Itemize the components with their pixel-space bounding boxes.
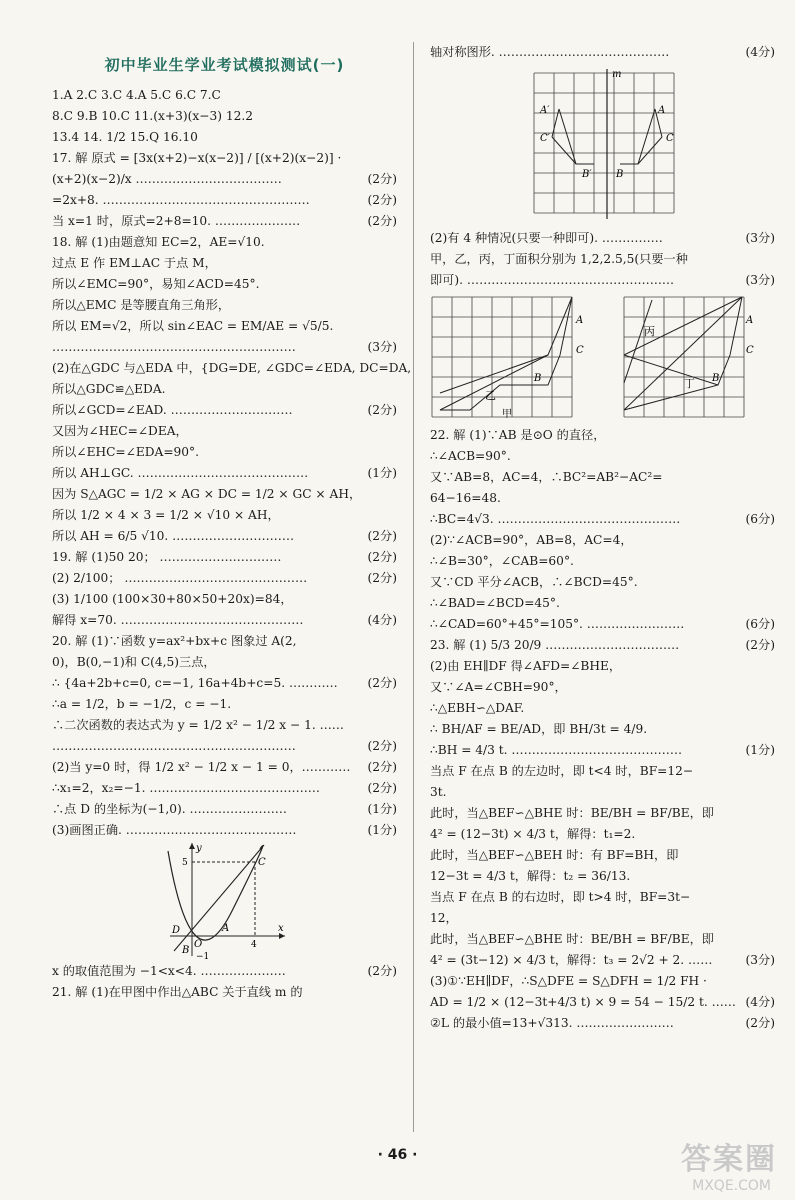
answer-line bbox=[52, 736, 397, 757]
score-points: (2分) bbox=[367, 676, 397, 690]
answer-line bbox=[52, 253, 397, 274]
answer-text: ∴ BH/AF = BE/AD，即 BH/3t = 4/9. bbox=[430, 722, 648, 736]
score-points: (1分) bbox=[367, 466, 397, 480]
answer-line bbox=[430, 488, 775, 509]
answer-line bbox=[430, 677, 775, 698]
answer-text: 所以∠GCD=∠EAD. ………………………… bbox=[52, 403, 293, 417]
answer-text: ∴点 D 的坐标为(−1,0). …………………… bbox=[52, 802, 287, 816]
fig-label-A-case2: A bbox=[746, 315, 754, 326]
fig-label-neg1: −1 bbox=[196, 952, 210, 961]
watermark-logo: 答案圈 bbox=[681, 1142, 777, 1177]
answer-line bbox=[52, 211, 397, 232]
answer-text: 21. 解 (1)在甲图中作出△ABC 关于直线 m 的 bbox=[52, 985, 303, 999]
parabola-figure bbox=[160, 841, 290, 961]
fig-label-C: C bbox=[258, 857, 266, 868]
answer-text: 此时，当△BEF∽△BHE 时：BE/BH = BF/BE，即 bbox=[430, 932, 714, 946]
answer-line bbox=[52, 85, 397, 106]
answer-text: 又∵∠A=∠CBH=90°， bbox=[430, 680, 567, 694]
answer-line bbox=[52, 982, 397, 1003]
fig-label-C-right: C bbox=[666, 133, 674, 144]
answer-line bbox=[52, 190, 397, 211]
answer-line bbox=[52, 442, 397, 463]
four-case-figures bbox=[430, 295, 775, 423]
answer-line bbox=[430, 530, 775, 551]
left-column bbox=[52, 42, 412, 1003]
score-points: (4分) bbox=[367, 613, 397, 627]
answer-text: (x+2)(x−2)/x ……………………………… bbox=[52, 172, 282, 186]
fig-label-C-prime: C′ bbox=[540, 133, 550, 144]
answer-line bbox=[52, 631, 397, 652]
fig-label-A-prime: A′ bbox=[540, 105, 550, 116]
case-grid-right bbox=[622, 295, 777, 420]
answer-text: ∴二次函数的表达式为 y = 1/2 x² − 1/2 x − 1. …… bbox=[52, 718, 344, 732]
answer-text: 23. 解 (1) 5/3 20/9 …………………………… bbox=[430, 638, 680, 652]
answer-line bbox=[430, 719, 775, 740]
answer-text: 过点 E 作 EM⊥AC 于点 M， bbox=[52, 256, 217, 270]
answer-line bbox=[52, 778, 397, 799]
score-points: (2分) bbox=[367, 550, 397, 564]
answer-text: (2)∵∠ACB=90°，AB=8，AC=4， bbox=[430, 533, 633, 547]
answer-line bbox=[430, 593, 775, 614]
answer-line bbox=[430, 249, 775, 270]
fig-label-B-case1: B bbox=[534, 373, 542, 384]
answer-line bbox=[52, 463, 397, 484]
answer-text: 12−3t = 4/3 t，解得：t₂ = 36/13. bbox=[430, 869, 631, 883]
answer-line bbox=[52, 505, 397, 526]
answer-line bbox=[52, 589, 397, 610]
answer-text: ∴a = 1/2，b = −1/2，c = −1. bbox=[52, 697, 232, 711]
answer-text: 当 x=1 时，原式=2+8=10. ………………… bbox=[52, 214, 301, 228]
answer-text: 17. 解 原式 = [3x(x+2)−x(x−2)] / [(x+2)(x−2)] · bbox=[52, 151, 342, 165]
page-number: · 46 · bbox=[377, 1147, 418, 1163]
fig-label-A-case1: A bbox=[576, 315, 584, 326]
answer-text: x 的取值范围为 −1<x<4. ………………… bbox=[52, 964, 286, 978]
answer-line bbox=[430, 824, 775, 845]
answer-line bbox=[430, 425, 775, 446]
answer-text: (2)在△GDC 与△EDA 中，{DG=DE, ∠GDC=∠EDA, DC=DA, bbox=[52, 361, 412, 375]
watermark-url: MXQE.COM bbox=[692, 1178, 771, 1194]
answer-text: 此时，当△BEF∽△BHE 时：BE/BH = BF/BE，即 bbox=[430, 806, 714, 820]
answer-line bbox=[52, 547, 397, 568]
page-title: 初中毕业生学业考试模拟测试(一) bbox=[104, 56, 345, 74]
answer-text: AD = 1/2 × (12−3t+4/3 t) × 9 = 54 − 15/2 t. …… bbox=[430, 995, 736, 1009]
answer-line bbox=[52, 694, 397, 715]
answer-line bbox=[52, 148, 397, 169]
score-points: (4分) bbox=[745, 45, 775, 59]
right-answer-lines-middle bbox=[430, 228, 775, 291]
fig-label-B-right: B bbox=[616, 169, 624, 180]
answer-line bbox=[52, 169, 397, 190]
answer-line bbox=[430, 929, 775, 950]
fig-label-ding: 丁 bbox=[684, 377, 695, 390]
answer-line bbox=[430, 509, 775, 530]
answer-line bbox=[52, 421, 397, 442]
answer-line bbox=[430, 572, 775, 593]
score-points: (2分) bbox=[367, 964, 397, 978]
fig-label-jia: 甲 bbox=[502, 409, 512, 420]
answer-text: ∴ {4a+2b+c=0, c=−1, 16a+4b+c=5. ………… bbox=[52, 676, 338, 690]
answer-text: 0)，B(0,−1)和 C(4,5)三点， bbox=[52, 655, 216, 669]
answer-text: (3) 1/100 (100×30+80×50+20x)=84， bbox=[52, 592, 293, 606]
answer-text: 甲，乙，丙，丁面积分别为 1,2,2.5,5(只要一种 bbox=[430, 252, 688, 266]
score-points: (2分) bbox=[367, 529, 397, 543]
fig-label-B-case2: B bbox=[712, 373, 720, 384]
answer-line bbox=[430, 782, 775, 803]
answer-text: ∴∠CAD=60°+45°=105°. …………………… bbox=[430, 617, 685, 631]
score-points: (6分) bbox=[745, 617, 775, 631]
answer-text: (3)①∵EH∥DF，∴S△DFE = S△DFH = 1/2 FH · bbox=[430, 974, 707, 988]
fig-label-m: m bbox=[612, 69, 622, 80]
score-points: (2分) bbox=[367, 172, 397, 186]
answer-text: ∴∠B=30°，∠CAB=60°. bbox=[430, 554, 574, 568]
answer-text: 所以 EM=√2，所以 sin∠EAC = EM/AE = √5/5. bbox=[52, 319, 334, 333]
answer-line bbox=[52, 526, 397, 547]
left-answer-lines-after-figure bbox=[52, 961, 397, 1003]
fig-label-C-case2: C bbox=[746, 345, 754, 356]
fig-label-A: A bbox=[222, 923, 230, 934]
symmetry-grid-figure bbox=[520, 67, 680, 222]
answer-text: 所以△EMC 是等腰直角三角形， bbox=[52, 298, 231, 312]
answer-text: ∴△EBH∽△DAF. bbox=[430, 701, 525, 715]
score-points: (3分) bbox=[745, 953, 775, 967]
answer-text: =2x+8. …………………………………………… bbox=[52, 193, 310, 207]
answer-line bbox=[430, 551, 775, 572]
answer-text: 19. 解 (1)50 20； ………………………… bbox=[52, 550, 282, 564]
fig-label-4: 4 bbox=[251, 940, 257, 950]
score-points: (3分) bbox=[745, 273, 775, 287]
score-points: (2分) bbox=[367, 781, 397, 795]
answer-text: ∴x₁=2，x₂=−1. …………………………………… bbox=[52, 781, 320, 795]
score-points: (2分) bbox=[367, 739, 397, 753]
fig-label-D: D bbox=[172, 925, 181, 936]
answer-text: 20. 解 (1)∵函数 y=ax²+bx+c 图象过 A(2, bbox=[52, 634, 297, 648]
answer-line bbox=[430, 803, 775, 824]
answer-text: 又∵CD 平分∠ACB，∴∠BCD=45°. bbox=[430, 575, 638, 589]
answer-text: 64−16=48. bbox=[430, 491, 501, 505]
answer-line bbox=[52, 295, 397, 316]
score-points: (2分) bbox=[367, 760, 397, 774]
answer-text: ②L 的最小值=13+√313. …………………… bbox=[430, 1016, 674, 1030]
answer-line bbox=[52, 379, 397, 400]
score-points: (1分) bbox=[367, 823, 397, 837]
answer-line bbox=[430, 698, 775, 719]
answer-text: 所以∠EMC=90°，易知∠ACD=45°. bbox=[52, 277, 260, 291]
answer-line bbox=[52, 652, 397, 673]
fig-label-x: x bbox=[278, 923, 284, 934]
answer-text: ∴BC=4√3. ……………………………………… bbox=[430, 512, 681, 526]
answer-text: 12， bbox=[430, 911, 458, 925]
score-points: (4分) bbox=[745, 995, 775, 1009]
score-points: (2分) bbox=[367, 214, 397, 228]
fig-label-bing: 丙 bbox=[644, 325, 655, 338]
answer-line bbox=[52, 316, 397, 337]
answer-text: …………………………………………………… bbox=[52, 739, 296, 753]
answer-line bbox=[52, 232, 397, 253]
answer-text: 所以 AH = 6/5 √10. ………………………… bbox=[52, 529, 295, 543]
score-points: (2分) bbox=[745, 1016, 775, 1030]
answer-text: 当点 F 在点 B 的右边时，即 t>4 时，BF=3t− bbox=[430, 890, 691, 904]
score-points: (6分) bbox=[745, 512, 775, 526]
right-column bbox=[430, 42, 775, 1034]
answer-line bbox=[430, 866, 775, 887]
fig-label-A-right: A bbox=[658, 105, 666, 116]
answer-text: 4² = (12−3t) × 4/3 t，解得：t₁=2. bbox=[430, 827, 636, 841]
score-points: (2分) bbox=[745, 638, 775, 652]
answer-line bbox=[430, 950, 775, 971]
right-answer-lines-bottom bbox=[430, 425, 775, 1034]
fig-label-B-prime: B′ bbox=[582, 169, 592, 180]
answer-text: 3t. bbox=[430, 785, 447, 799]
answer-line bbox=[430, 635, 775, 656]
answer-line bbox=[430, 740, 775, 761]
fig-label-y: y bbox=[196, 843, 202, 854]
answer-line bbox=[430, 992, 775, 1013]
right-answer-lines-top bbox=[430, 42, 775, 63]
answer-line bbox=[430, 971, 775, 992]
fig-label-B: B bbox=[182, 945, 190, 956]
answer-line bbox=[52, 337, 397, 358]
answer-line bbox=[430, 228, 775, 249]
fig-label-5: 5 bbox=[182, 858, 188, 868]
answer-line bbox=[52, 400, 397, 421]
answer-text: 所以△GDC≌△EDA. bbox=[52, 382, 166, 396]
score-points: (2分) bbox=[367, 193, 397, 207]
answer-text: 轴对称图形. …………………………………… bbox=[430, 45, 670, 59]
answer-line bbox=[52, 127, 397, 148]
answer-line bbox=[52, 274, 397, 295]
answer-text: 所以 1/2 × 4 × 3 = 1/2 × √10 × AH， bbox=[52, 508, 280, 522]
score-points: (3分) bbox=[367, 340, 397, 354]
answer-text: 又因为∠HEC=∠DEA， bbox=[52, 424, 188, 438]
answer-text: 8.C 9.B 10.C 11.(x+3)(x−3) 12.2 bbox=[52, 109, 253, 123]
answer-text: 即可). …………………………………………… bbox=[430, 273, 675, 287]
answer-text: 又∵AB=8，AC=4，∴BC²=AB²−AC²= bbox=[430, 470, 663, 484]
score-points: (1分) bbox=[367, 802, 397, 816]
answer-line bbox=[52, 610, 397, 631]
case-grid-left bbox=[430, 295, 590, 420]
answer-text: 所以∠EHC=∠EDA=90°. bbox=[52, 445, 200, 459]
score-points: (1分) bbox=[745, 743, 775, 757]
answer-line bbox=[52, 961, 397, 982]
answer-line bbox=[52, 757, 397, 778]
answer-text: 当点 F 在点 B 的左边时，即 t<4 时，BF=12− bbox=[430, 764, 694, 778]
answer-text: (2) 2/100； ……………………………………… bbox=[52, 571, 308, 585]
answer-line bbox=[430, 42, 775, 63]
answer-line bbox=[52, 358, 412, 379]
answer-text: 18. 解 (1)由题意知 EC=2，AE=√10. bbox=[52, 235, 265, 249]
answer-line bbox=[430, 614, 775, 635]
answer-text: 13.4 14. 1/2 15.Q 16.10 bbox=[52, 130, 198, 144]
answer-line bbox=[52, 484, 397, 505]
answer-text: 因为 S△AGC = 1/2 × AG × DC = 1/2 × GC × AH， bbox=[52, 487, 362, 501]
answer-line bbox=[52, 673, 397, 694]
answer-text: 所以 AH⊥GC. …………………………………… bbox=[52, 466, 309, 480]
answer-line bbox=[430, 270, 775, 291]
answer-text: 4² = (3t−12) × 4/3 t，解得：t₃ = 2√2 + 2. …… bbox=[430, 953, 713, 967]
answer-line bbox=[430, 908, 775, 929]
answer-line bbox=[430, 761, 775, 782]
fig-label-C-case1: C bbox=[576, 345, 584, 356]
answer-text: (3)画图正确. …………………………………… bbox=[52, 823, 297, 837]
answer-line bbox=[430, 446, 775, 467]
answer-line bbox=[430, 1013, 775, 1034]
answer-text: ∴BH = 4/3 t. …………………………………… bbox=[430, 743, 683, 757]
answer-text: 此时，当△BEF∽△BEH 时：有 BF=BH，即 bbox=[430, 848, 679, 862]
answer-line bbox=[52, 820, 397, 841]
answer-text: (2)当 y=0 时，得 1/2 x² − 1/2 x − 1 = 0，………… bbox=[52, 760, 351, 774]
answer-line bbox=[430, 656, 775, 677]
answer-line bbox=[430, 887, 775, 908]
score-points: (2分) bbox=[367, 571, 397, 585]
score-points: (3分) bbox=[745, 231, 775, 245]
answer-line bbox=[52, 715, 397, 736]
answer-text: 22. 解 (1)∵AB 是⊙O 的直径， bbox=[430, 428, 606, 442]
answer-text: ∴∠BAD=∠BCD=45°. bbox=[430, 596, 560, 610]
answer-line bbox=[52, 568, 397, 589]
answer-text: (2)由 EH∥DF 得∠AFD=∠BHE， bbox=[430, 659, 622, 673]
score-points: (2分) bbox=[367, 403, 397, 417]
column-divider bbox=[413, 42, 414, 1132]
answer-text: 解得 x=70. ……………………………………… bbox=[52, 613, 304, 627]
answer-text: …………………………………………………… bbox=[52, 340, 296, 354]
answer-text: 1.A 2.C 3.C 4.A 5.C 6.C 7.C bbox=[52, 88, 221, 102]
answer-text: ∴∠ACB=90°. bbox=[430, 449, 511, 463]
fig-label-yi: 乙 bbox=[485, 389, 496, 402]
answer-line bbox=[52, 799, 397, 820]
answer-line bbox=[430, 467, 775, 488]
answer-line bbox=[430, 845, 775, 866]
answer-text: (2)有 4 种情况(只要一种即可). …………… bbox=[430, 231, 663, 245]
fig-label-O: O bbox=[194, 939, 203, 950]
answer-line bbox=[52, 106, 397, 127]
left-answer-lines bbox=[52, 85, 412, 841]
